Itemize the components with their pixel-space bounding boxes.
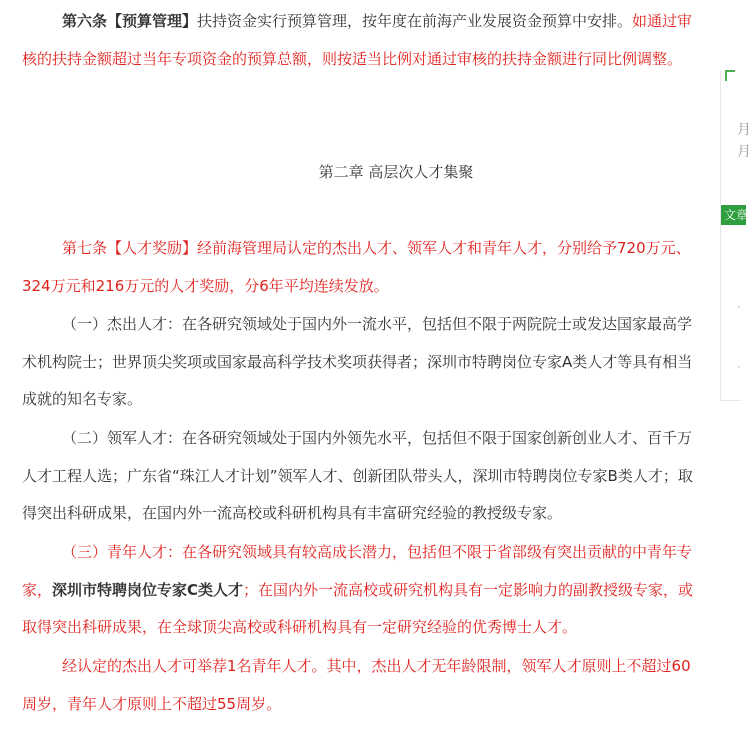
item-1-text: （一）杰出人才：在各研究领域处于国内外一流水平，包括但不限于两院院士或发达国家最高学术机构院士；世界顶尖奖项或国家最高科学技术奖项获得者；深圳市特聘岗位专家A类人才等具有相当成就的知名专家。	[22, 315, 693, 409]
sidebar-char: 月	[737, 144, 751, 160]
chapter-heading-text: 第二章 高层次人才集聚	[318, 163, 474, 181]
article-6-red-text: 如通过审核的扶持金额超过当年专项资金的预算总额，则按适当比例对通过审核的扶持金额进行同比例调整。	[22, 12, 693, 68]
article-6-text: 扶持资金实行预算管理，按年度在前海产业发展资金预算中安排。	[197, 12, 633, 30]
article-7-paragraph	[0, 230, 704, 305]
closing-paragraph	[0, 648, 704, 723]
closing-text: 经认定的杰出人才可举荐1名青年人才。其中，杰出人才无年龄限制，领军人才原则上不超过60周岁，青年人才原则上不超过55周岁。	[22, 657, 691, 713]
item-1-paragraph	[0, 306, 704, 419]
item-3-bold-text: 深圳市特聘岗位专家C类人才	[52, 580, 244, 599]
chapter-heading	[40, 154, 752, 192]
item-3-text-b: ；在国内外一流高校或研究机构具有一定影响力的副教授级专家，或取得突出科研成果，在全球顶尖高校或科研机构具有一定研究经验的优秀博士人才。	[22, 580, 694, 637]
sidebar-tab-label: 文章	[724, 208, 749, 222]
sidebar-dot: ·	[737, 300, 741, 314]
item-3-paragraph	[0, 534, 704, 647]
article-6-title: 第六条【预算管理】	[62, 12, 198, 30]
right-sidebar	[720, 70, 751, 401]
article-6-paragraph	[0, 3, 704, 78]
sidebar-tab[interactable]	[721, 205, 749, 225]
item-2-text: （二）领军人才：在各研究领域处于国内外领先水平，包括但不限于国家创新创业人才、百千万人才工程人选；广东省“珠江人才计划”领军人才、创新团队带头人，深圳市特聘岗位专家B类人才；取得突出科研成果，在国内外一流高校或科研机构具有丰富研究经验的教授级专家。	[22, 429, 693, 523]
article-7-text: 第七条【人才奖励】经前海管理局认定的杰出人才、领军人才和青年人才，分别给予720万元、324万元和216万元的人才奖励，分6年平均连续发放。	[22, 239, 691, 295]
item-3-text-a: （三）青年人才：在各研究领域具有较高成长潜力，包括但不限于省部级有突出贡献的中青年专家，	[22, 543, 693, 599]
corner-mark-icon	[725, 70, 735, 81]
sidebar-char: 月	[737, 122, 751, 138]
item-2-paragraph	[0, 420, 704, 533]
sidebar-dot: ·	[737, 360, 741, 374]
